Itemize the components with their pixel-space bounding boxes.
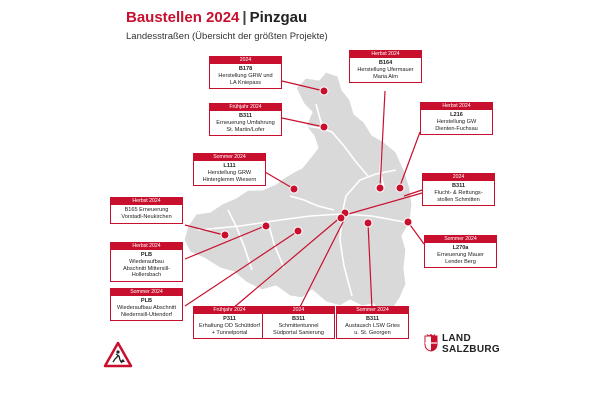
card-line: u. St. Georgen (354, 329, 391, 336)
project-card-b311-gries (336, 306, 409, 339)
card-road: B164 (378, 60, 393, 66)
card-line: LA Kniepass (229, 79, 262, 86)
card-road: PLB (140, 252, 153, 258)
marker-plb-hollersbach (262, 222, 270, 230)
card-line: Herstellung Ufermauer (357, 66, 414, 73)
marker-l216 (396, 184, 404, 192)
card-line: Südportal Sanierung (272, 329, 324, 336)
card-line: Dienten-Fuchsau (435, 125, 478, 132)
card-period: Herbst 2024 (421, 103, 492, 110)
card-period: 2024 (423, 174, 494, 181)
project-card-b164 (349, 50, 422, 83)
title-separator: | (242, 9, 247, 26)
card-line: Erneuerung Mauer (437, 251, 484, 258)
card-line: Flucht- & Rettungs- (434, 189, 483, 196)
card-road: PLB (140, 298, 153, 304)
project-card-plb-uttendorf (110, 288, 183, 321)
card-period: Herbst 2024 (111, 198, 182, 205)
project-card-b311-tunnel (262, 306, 335, 339)
card-line: Lender Berg (445, 258, 476, 265)
project-card-b165 (110, 197, 183, 224)
card-line: Austausch LSW Gries (345, 322, 400, 329)
card-road: B311 (238, 113, 253, 119)
marker-b311-gries (364, 219, 372, 227)
logo-line-1: LAND (442, 333, 471, 344)
page-title (126, 9, 307, 27)
marker-b311-lofer (320, 123, 328, 131)
marker-b165 (221, 231, 229, 239)
card-line: Wiederaufbau Abschnitt (116, 304, 177, 311)
card-road: L216 (450, 112, 463, 118)
card-period: Frühjahr 2024 (210, 104, 281, 111)
card-line: Herstellung GRW und (218, 72, 273, 79)
card-period: Herbst 2024 (350, 51, 421, 58)
card-line: B165 Erneuerung (124, 207, 169, 213)
card-line: Erneuerung Umfahrung (216, 119, 275, 126)
card-line: Hinterglemm Wiesern (202, 176, 257, 183)
card-line: Wiederaufbau (129, 258, 164, 265)
project-card-l111 (193, 153, 266, 186)
card-period: Sommer 2024 (425, 236, 496, 243)
card-period: 2024 (210, 57, 281, 64)
page-subtitle: Landesstraßen (Übersicht der größten Projekte) (126, 31, 328, 42)
card-line: Maria Alm (373, 73, 398, 80)
card-road: L270a (452, 245, 469, 251)
project-card-l216 (420, 102, 493, 135)
project-card-b178 (209, 56, 282, 89)
card-line: Herstellung GW (436, 118, 477, 125)
card-period: Sommer 2024 (194, 154, 265, 161)
card-period: Herbst 2024 (111, 243, 182, 250)
card-road: L111 (223, 163, 236, 169)
card-road: B311 (451, 183, 466, 189)
card-line: + Tunnelportal (211, 329, 248, 336)
card-line: St. Martin/Lofer (226, 126, 265, 133)
marker-l111 (290, 185, 298, 193)
logo-line-2: SALZBURG (442, 344, 500, 355)
marker-p311 (337, 214, 345, 222)
card-period: Frühjahr 2024 (194, 307, 265, 314)
card-road: B178 (238, 66, 253, 72)
marker-b178 (320, 87, 328, 95)
card-road: P311 (223, 316, 236, 322)
marker-plb-uttendorf (294, 227, 302, 235)
card-line: Vorstadl-Neukirchen (121, 213, 172, 220)
project-card-b311-schmitten (422, 173, 495, 206)
card-line: stollen Schmitten (437, 196, 480, 203)
project-card-p311 (193, 306, 266, 339)
card-line: Abschnitt Mittersill- (123, 265, 170, 272)
card-period: 2024 (263, 307, 334, 314)
card-road: B311 (365, 316, 380, 322)
project-card-l270a (424, 235, 497, 268)
project-card-b311-lofer (209, 103, 282, 136)
card-line: Hollersbach (131, 272, 162, 279)
marker-l270a (404, 218, 412, 226)
project-card-plb-hollersbach (110, 242, 183, 282)
roadwork-warning-icon (103, 341, 133, 368)
card-period: Sommer 2024 (337, 307, 408, 314)
salzburg-crest-icon (424, 334, 438, 352)
card-line: Niedernsill-Uttendorf (121, 311, 172, 318)
card-period: Sommer 2024 (111, 289, 182, 296)
marker-b164 (376, 184, 384, 192)
card-line: Schmittentunnel (278, 322, 319, 329)
card-line: Erhaltung OD Schüttdorf (199, 322, 260, 329)
card-line: Herstellung GRW (207, 169, 252, 176)
card-road: B311 (291, 316, 306, 322)
title-region: Pinzgau (249, 9, 308, 26)
title-main: Baustellen 2024 (126, 9, 240, 26)
